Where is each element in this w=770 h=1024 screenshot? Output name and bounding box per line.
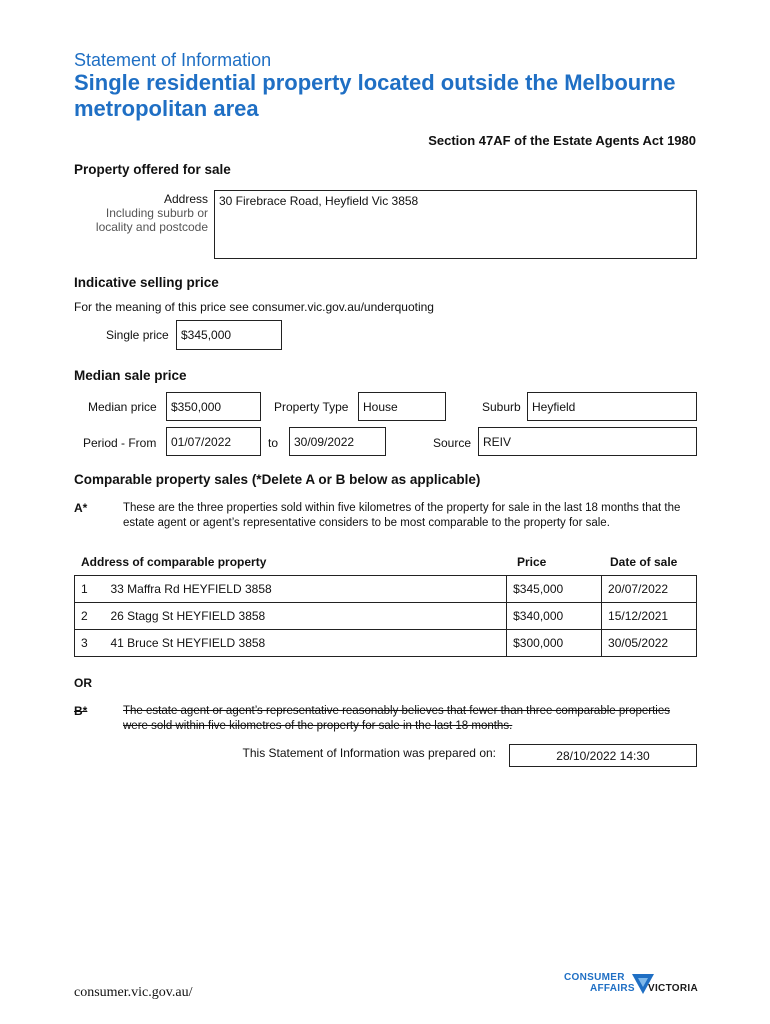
comparable-date[interactable]: 20/07/2022 — [602, 576, 697, 603]
comparable-address[interactable]: 33 Maffra Rd HEYFIELD 3858 — [104, 576, 506, 603]
option-b-marker: B* — [74, 704, 88, 718]
period-to-field[interactable]: 30/09/2022 — [289, 427, 386, 456]
comparable-heading: Comparable property sales (*Delete A or B below as applicable) — [74, 472, 481, 487]
single-price-field[interactable]: $345,000 — [176, 320, 282, 350]
property-type-label: Property Type — [274, 400, 349, 414]
source-field[interactable]: REIV — [478, 427, 697, 456]
underquoting-note: For the meaning of this price see consumer.vic.gov.au/underquoting — [74, 300, 434, 314]
single-price-label: Single price — [106, 328, 169, 342]
row-number: 1 — [75, 576, 105, 603]
option-a-text: These are the three properties sold within five kilometres of the property for sale in the last 18 months that the estate agent or agent’s representative considers to be most comparable to the property for sale. — [123, 502, 681, 529]
address-hint-1: Including suburb or — [105, 206, 208, 220]
act-section-reference: Section 47AF of the Estate Agents Act 1980 — [428, 133, 696, 148]
logo-text-consumer: CONSUMER — [564, 972, 625, 983]
page-title: Single residential property located outside the Melbourne metropolitan area — [74, 70, 676, 121]
table-row — [75, 603, 697, 630]
suburb-field[interactable]: Heyfield — [527, 392, 697, 421]
indicative-heading: Indicative selling price — [74, 275, 219, 290]
comparable-sales-table — [74, 575, 697, 657]
footer-url[interactable]: consumer.vic.gov.au/ — [74, 985, 193, 1000]
median-price-field[interactable]: $350,000 — [166, 392, 261, 421]
address-label: Address — [163, 192, 208, 206]
comparable-address[interactable]: 41 Bruce St HEYFIELD 3858 — [104, 630, 506, 657]
table-row — [75, 630, 697, 657]
logo-text-victoria: VICTORIA — [648, 983, 698, 994]
prepared-on-field[interactable]: 28/10/2022 14:30 — [509, 744, 697, 767]
median-price-label: Median price — [88, 400, 157, 414]
comparable-address[interactable]: 26 Stagg St HEYFIELD 3858 — [104, 603, 506, 630]
comparable-price[interactable]: $300,000 — [507, 630, 602, 657]
suburb-label: Suburb — [482, 400, 521, 414]
comparable-date[interactable]: 15/12/2021 — [602, 603, 697, 630]
logo-text-affairs: AFFAIRS — [590, 983, 635, 994]
document-kind: Statement of Information — [74, 50, 272, 70]
row-number: 3 — [75, 630, 105, 657]
source-label: Source — [433, 436, 472, 450]
comparable-date[interactable]: 30/05/2022 — [602, 630, 697, 657]
row-number: 2 — [75, 603, 105, 630]
period-from-label: Period - From — [83, 436, 157, 450]
comparable-price[interactable]: $345,000 — [507, 576, 602, 603]
table-row — [75, 576, 697, 603]
period-to-label: to — [268, 436, 279, 450]
consumer-affairs-victoria-logo — [564, 972, 704, 1000]
prepared-on-label: This Statement of Information was prepared on: — [242, 746, 496, 760]
col-header-price: Price — [517, 555, 547, 569]
col-header-date: Date of sale — [610, 555, 678, 569]
address-hint-2: locality and postcode — [95, 220, 208, 234]
median-heading: Median sale price — [74, 368, 187, 383]
address-field[interactable]: 30 Firebrace Road, Heyfield Vic 3858 — [214, 190, 697, 259]
col-header-address: Address of comparable property — [81, 555, 267, 569]
property-type-field[interactable]: House — [358, 392, 446, 421]
period-from-field[interactable]: 01/07/2022 — [166, 427, 261, 456]
property-heading: Property offered for sale — [74, 162, 231, 177]
option-b-text: The estate agent or agent’s representative reasonably believes that fewer than three comparable properties were sold within five kilometres of the property for sale in the last 18 months. — [123, 705, 671, 732]
or-separator: OR — [74, 676, 92, 690]
option-a-marker: A* — [74, 501, 88, 515]
comparable-price[interactable]: $340,000 — [507, 603, 602, 630]
